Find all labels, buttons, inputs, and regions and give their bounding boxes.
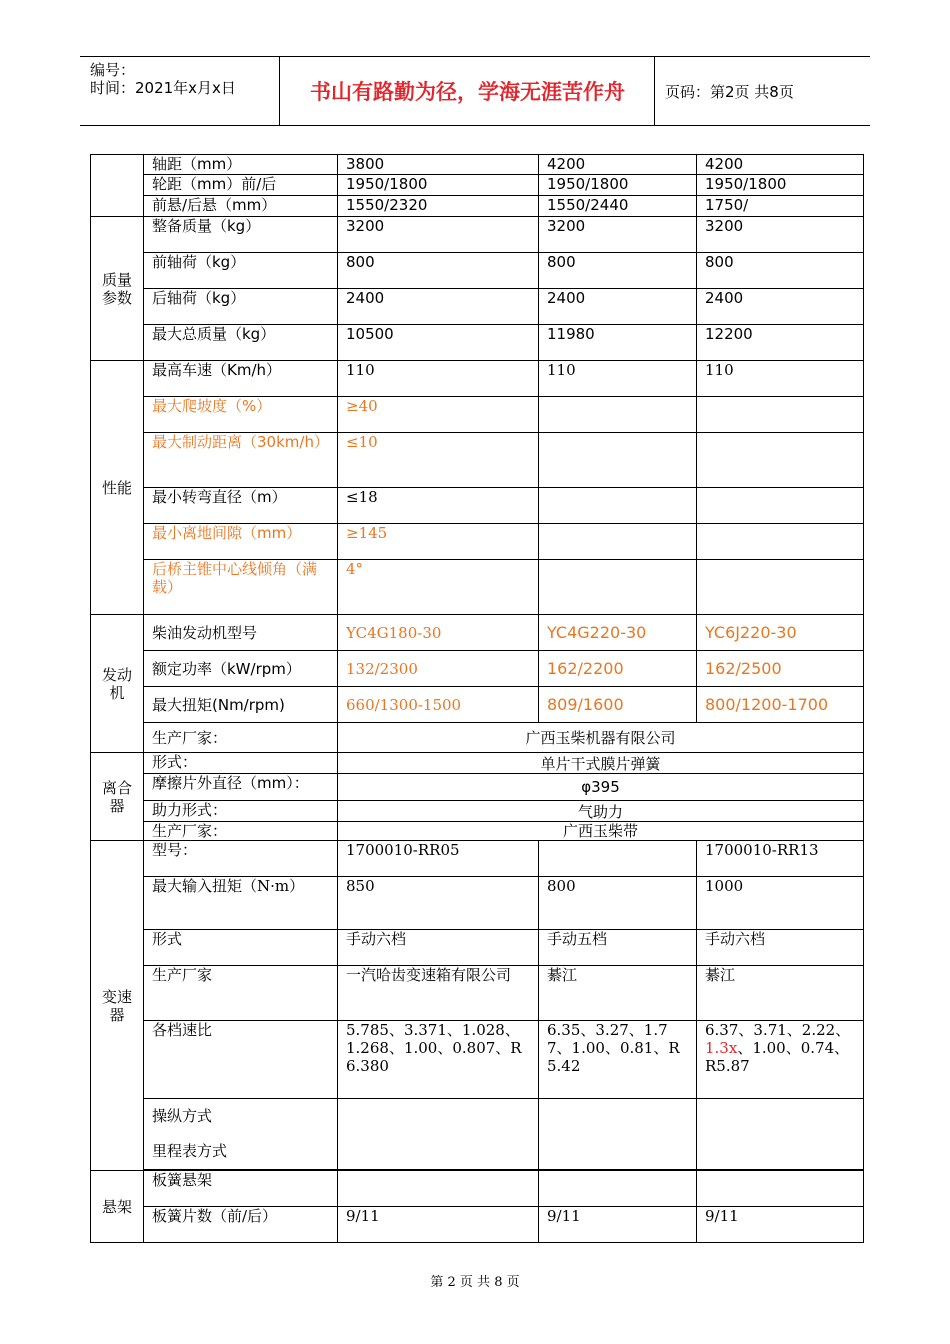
row-label: 生产厂家： [144,723,338,753]
table-row [91,488,864,524]
cell-value: 1700010-RR05 [338,841,539,877]
table-row [91,930,864,966]
row-label: 轮距（mm）前/后 [144,175,338,196]
table-row [91,723,864,753]
row-label: 柴油发动机型号 [144,615,338,651]
motto: 书山有路勤为径，学海无涯苦作舟 [281,57,655,125]
row-label: 最大制动距离（30km/h） [144,433,338,488]
table-row [91,217,864,253]
row-label: 后桥主锥中心线倾角（满载） [144,560,338,615]
row-label: 板簧悬架 [144,1171,338,1207]
cell-value: 800 [539,877,697,930]
table-row [91,841,864,877]
header-meta [80,57,280,125]
cell-value: 5.785、3.371、1.028、1.268、1.00、0.807、R6.380 [338,1021,539,1099]
cell-value: ≤10 [338,433,539,488]
merged-value: φ395 [338,774,864,801]
dimension-category [91,155,144,217]
cell-value: 手动六档 [338,930,539,966]
cell-value: 800 [539,253,697,289]
cell-value: 110 [338,361,539,397]
cell-value: 1950/1800 [697,175,864,196]
row-label: 摩擦片外直径（mm）： [144,774,338,801]
table-row [91,175,864,196]
row-label: 最大爬坡度（%） [144,397,338,433]
cell-value: ≥145 [338,524,539,560]
ratio-text: 、1.00、0.74、R5.87 [705,1039,850,1075]
cell-value: 3200 [338,217,539,253]
page-info: 页码：第2页 共8页 [665,82,794,101]
cell-value: 110 [539,361,697,397]
cell-value: 132/2300 [338,651,539,687]
cell-value [697,524,864,560]
table-row [91,1207,864,1243]
spec-table [90,154,864,1243]
cell-value [539,1171,697,1207]
category-mass: 质量参数 [91,217,144,361]
cell-value: 綦江 [697,966,864,1021]
page-header [80,56,870,126]
cell-value [338,1099,539,1170]
cell-value: 10500 [338,325,539,361]
table-row [91,1021,864,1099]
cell-value: 2400 [539,289,697,325]
cell-value: 6.35、3.27、1.77、1.00、0.81、R5.42 [539,1021,697,1099]
table-row [91,397,864,433]
table-row [91,966,864,1021]
cell-value [697,433,864,488]
cell-value: 9/11 [697,1207,864,1243]
cell-value: 3800 [338,155,539,175]
category-clutch: 离合器 [91,753,144,841]
cell-value [539,1099,697,1170]
cell-value: 1550/2320 [338,196,539,217]
table-row [91,687,864,723]
table-row [91,1171,864,1207]
row-label: 型号： [144,841,338,877]
ratio-highlight: 1.3x [705,1039,738,1057]
cell-value: 4200 [539,155,697,175]
cell-value: 12200 [697,325,864,361]
cell-value [697,1171,864,1207]
cell-value: 850 [338,877,539,930]
cell-value: 手动六档 [697,930,864,966]
odometer-label: 里程表方式 [152,1142,228,1160]
cell-value [539,841,697,877]
cell-value: 1000 [697,877,864,930]
row-label: 最小离地间隙（mm） [144,524,338,560]
cell-value: 800/1200-1700 [697,687,864,723]
cell-value: 3200 [697,217,864,253]
table-row [91,361,864,397]
merged-value: 单片干式膜片弹簧 [338,753,864,774]
cell-value: 4200 [697,155,864,175]
merged-value: 广西玉柴带 [338,822,864,841]
table-row [91,560,864,615]
cell-value: 809/1600 [539,687,697,723]
cell-value: ≤18 [338,488,539,524]
table-row [91,753,864,774]
ratio-text: 6.37、3.71、2.22、 [705,1021,851,1039]
row-label: 生产厂家 [144,966,338,1021]
cell-value: 1950/1800 [338,175,539,196]
row-label: 轴距（mm） [144,155,338,175]
cell-value: 一汽哈齿变速箱有限公司 [338,966,539,1021]
cell-value [539,560,697,615]
table-row [91,433,864,488]
cell-value: 800 [338,253,539,289]
cell-value: 11980 [539,325,697,361]
cell-value: 9/11 [338,1207,539,1243]
cell-value: 800 [697,253,864,289]
cell-value: 9/11 [539,1207,697,1243]
cell-value [697,1099,864,1170]
table-row [91,822,864,841]
merged-value: 广西玉柴机器有限公司 [338,723,864,753]
cell-value [539,524,697,560]
time-label: 时间：2021年x月x日 [90,79,236,97]
cell-value [539,433,697,488]
table-row [91,196,864,217]
merged-value: 气助力 [338,801,864,822]
row-label: 助力形式： [144,801,338,822]
cell-value [697,397,864,433]
row-label: 额定功率（kW/rpm） [144,651,338,687]
cell-value [539,397,697,433]
cell-value [697,1021,864,1099]
row-label: 最大扭矩(Nm/rpm) [144,687,338,723]
table-row [91,289,864,325]
category-gearbox: 变速器 [91,841,144,1171]
category-suspension: 悬架 [91,1171,144,1243]
table-row [91,877,864,930]
cell-value: 1700010-RR13 [697,841,864,877]
table-row [91,1099,864,1170]
cell-value: 2400 [338,289,539,325]
table-row [91,774,864,801]
row-label: 板簧片数（前/后） [144,1207,338,1243]
row-label: 前悬/后悬（mm） [144,196,338,217]
cell-value: YC6J220-30 [697,615,864,651]
cell-value: 3200 [539,217,697,253]
cell-value [697,488,864,524]
cell-value: 1550/2440 [539,196,697,217]
row-label: 最大总质量（kg） [144,325,338,361]
cell-value: ≥40 [338,397,539,433]
category-performance: 性能 [91,361,144,615]
row-label [144,1099,338,1170]
cell-value [539,488,697,524]
row-label: 前轴荷（kg） [144,253,338,289]
number-label: 编号： [90,61,136,79]
cell-value: 162/2500 [697,651,864,687]
cell-value [338,1171,539,1207]
row-label: 最小转弯直径（m） [144,488,338,524]
cell-value: 1950/1800 [539,175,697,196]
table-row [91,801,864,822]
cell-value: 手动五档 [539,930,697,966]
cell-value: YC4G220-30 [539,615,697,651]
table-row [91,155,864,175]
cell-value: 1750/ [697,196,864,217]
cell-value: 660/1300-1500 [338,687,539,723]
table-row [91,524,864,560]
control-label: 操纵方式 [152,1107,213,1125]
cell-value: 110 [697,361,864,397]
table-row [91,615,864,651]
table-row [91,651,864,687]
table-row [91,325,864,361]
category-engine: 发动机 [91,615,144,753]
cell-value: YC4G180-30 [338,615,539,651]
cell-value: 4° [338,560,539,615]
table-row [91,253,864,289]
row-label: 形式 [144,930,338,966]
row-label: 最大输入扭矩（N·m） [144,877,338,930]
row-label: 形式： [144,753,338,774]
row-label: 最高车速（Km/h） [144,361,338,397]
row-label: 整备质量（kg） [144,217,338,253]
row-label: 各档速比 [144,1021,338,1099]
cell-value: 綦江 [539,966,697,1021]
cell-value [697,560,864,615]
row-label: 后轴荷（kg） [144,289,338,325]
row-label: 生产厂家： [144,822,338,841]
cell-value: 162/2200 [539,651,697,687]
cell-value: 2400 [697,289,864,325]
page-footer: 第 2 页 共 8 页 [430,1275,520,1290]
